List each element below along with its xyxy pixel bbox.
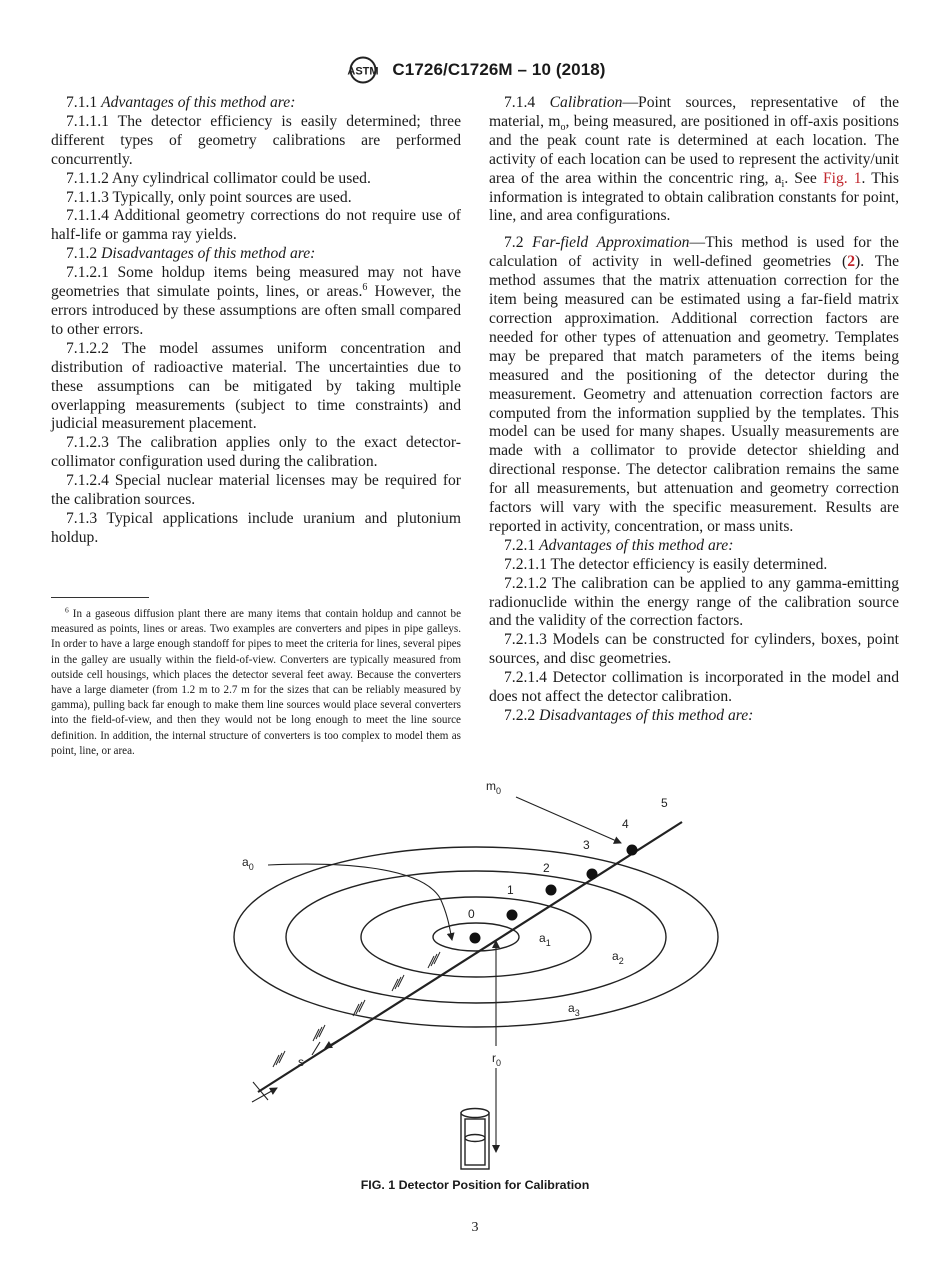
label-1: 1 (507, 883, 514, 897)
source-point-2 (546, 885, 557, 896)
footnote-marker: 6 (65, 605, 69, 615)
footnote (51, 607, 461, 759)
label-5: 5 (661, 796, 668, 810)
astm-logo-icon (344, 56, 382, 84)
footnote-ref[interactable]: 6 (362, 281, 368, 293)
label-r0: $r_0$ (492, 1051, 502, 1068)
section-7-1-2: 7.1.2 Disadvantages of this method are: (66, 245, 316, 263)
section-7-1-2-1: 7.1.2.1 Some holdup items being measured may not have geometries that simulate points, lines, or areas.$^6$ However, the errors introduced by these assumptions are often small compared to other errors. (51, 264, 461, 338)
section-7-2-1-3: 7.2.1.3 Models can be constructed for cylinders, boxes, point sources, and disc geometries. (489, 631, 899, 668)
right-column (489, 94, 899, 726)
section-7-1-2-3: 7.1.2.3 The calibration applies only to the exact detector-collimator configuration used during the calibration. (51, 434, 461, 471)
source-point-4 (627, 845, 638, 856)
label-a0: $a_0$ (242, 855, 254, 872)
document-designation: C1726/C1726M – 10 (2018) (392, 60, 606, 79)
left-column (51, 94, 461, 548)
label-a2: $a_2$ (612, 949, 624, 966)
section-7-1-1: 7.1.1 Advantages of this method are: (66, 94, 296, 111)
svg-text:ASTM: ASTM (347, 65, 380, 78)
label-2: 2 (543, 861, 550, 875)
section-7-2-1-1: 7.2.1.1 The detector efficiency is easily determined. (504, 555, 828, 573)
section-7-1-1-4: 7.1.1.4 Additional geometry corrections do not require use of half-life or gamma ray yields. (51, 207, 461, 244)
section-7-2-1-2: 7.2.1.2 The calibration can be applied to any gamma-emitting radionuclide within the energy range of the calibration source and the validity of the correction factors. (489, 574, 899, 630)
section-7-2-1-4: 7.2.1.4 Detector collimation is incorporated in the model and does not affect the detector calibration. (489, 669, 899, 706)
source-point-0 (470, 933, 481, 944)
calibration-diagram (0, 770, 950, 1180)
section-7-1-2-2: 7.1.2.2 The model assumes uniform concentration and distribution of radioactive material. The uncertainties due to these assumptions can be mitigated by taking multiple overlapping measurements (subject to time constraints) and judicial measurement placement. (51, 339, 461, 433)
reference-2-link[interactable]: 2 (847, 253, 856, 271)
section-7-1-2-4: 7.1.2.4 Special nuclear material licenses may be required for the calibration sources. (51, 472, 461, 509)
page-number: 3 (471, 1220, 479, 1235)
section-7-1-3: 7.1.3 Typical applications include uranium and plutonium holdup. (51, 509, 461, 546)
section-7-1-1-1: 7.1.1.1 The detector efficiency is easily determined; three different types of geometry calibrations are performed concurrently. (51, 112, 461, 168)
section-7-1-1-2: 7.1.1.2 Any cylindrical collimator could be used. (66, 169, 371, 187)
m0-arrow (516, 797, 621, 843)
footnote-text: In a gaseous diffusion plant there are many items that contain holdup and cannot be measured as points, lines or areas. Two examples are converters and pipes in pipe galleys. In order to have a large enough standoff for pipes to meet the criteria for lines, several pipes in the galley are usually within the field-of-view. Converters are typically measured from outside cell housings, which places the detector several feet away. Because the converters have a large diameter (from 1.2 m to 2.7 m for the sizes that can be reliably measured by gamma), pulling back far enough to make them line sources would place several converters into the field-of-view, and then they would not be long enough to meet the line source definition. In addition, the internal structure of converters is too complex to model them as point, line, or area. (51, 608, 461, 757)
source-point-3 (587, 869, 598, 880)
footnote-divider (51, 597, 149, 598)
detector-icon (461, 1109, 489, 1170)
label-m0: $m_0$ (486, 779, 502, 796)
a0-arrow (268, 864, 452, 940)
label-0: 0 (468, 907, 475, 921)
label-3: 3 (583, 838, 590, 852)
section-7-1-1-3: 7.1.1.3 Typically, only point sources are used. (66, 188, 352, 206)
line-break-marks (273, 952, 440, 1067)
label-a3: $a_3$ (568, 1001, 580, 1018)
label-a1: $a_1$ (539, 931, 551, 948)
source-point-1 (507, 910, 518, 921)
figure-1-link[interactable]: Fig. 1 (822, 169, 862, 187)
section-7-2: 7.2 Far-field Approximation—This method is used for the calculation of activity in well-defined geometries (2). The method assumes that the matrix attenuation correction for the item being measured can be estimated using a far-field matrix correction approximation. Additional correction factors are needed for other types of attenuation and geometry. Templates may be prepared that match parameters of the items being measured and the positioning of the detector during the measurement. Geometry and attenuation correction factors are computed from the information supplied by the templates. This model can be used for many shapes. Usually measurements are made with a collimator to provide detector shielding and directional response. The detector calibration remains the same for all measurements, but attenuation and geometry correction factors will vary with the specific measurement. Results are reported in activity, concentration, or mass units. (489, 234, 900, 535)
page-header (0, 56, 950, 84)
figure-1 (0, 770, 950, 1180)
section-7-2-2: 7.2.2 Disadvantages of this method are: (504, 707, 754, 724)
section-7-2-1: 7.2.1 Advantages of this method are: (504, 536, 734, 554)
label-s: s (298, 1055, 304, 1069)
figure-caption: FIG. 1 Detector Position for Calibration (360, 1178, 590, 1192)
label-4: 4 (622, 817, 629, 831)
section-7-1-4: 7.1.4 Calibration—Point sources, representative of the material, $m_o$, being measured, are positioned in off-axis positions and the peak count rate is determined at each location. The activity of each location can be used to represent the activity/unit area of the area within the concentric ring, $a_i$. See Fig. 1. This information is integrated to obtain calibration constants for point, line, and area configurations. (489, 94, 899, 225)
